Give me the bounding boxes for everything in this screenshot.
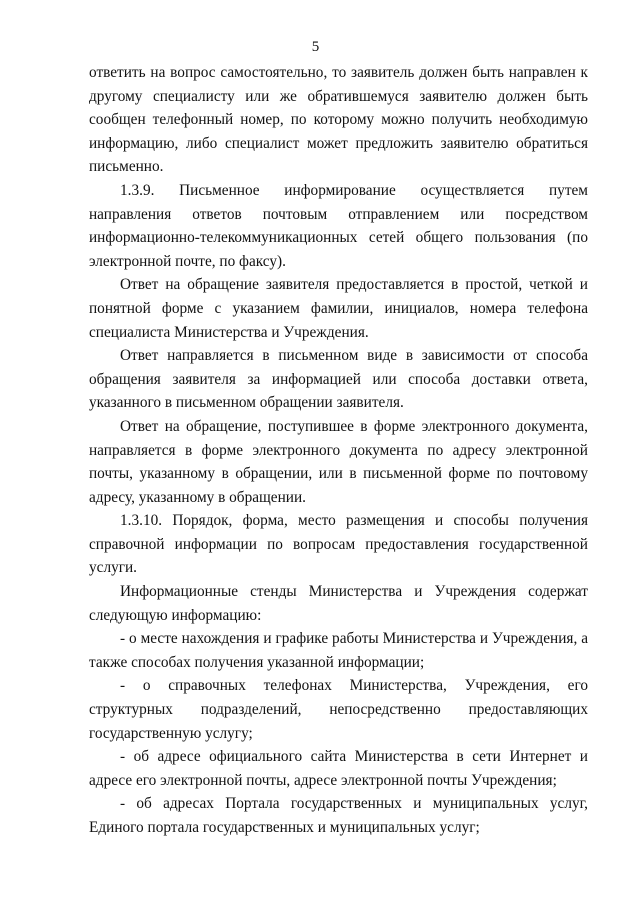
list-item-4: - об адресах Портала государственных и муниципальных услуг, Единого портала государственных и муниципальных услуг; [89, 795, 588, 836]
list-item-3: - об адресе официального сайта Министерства в сети Интернет и адресе его электронной почты, адресе электронной почты Учреждения; [89, 748, 588, 789]
page-number: 5 [311, 39, 320, 55]
paragraph-7: Информационные стенды Министерства и Учреждения содержат следующую информацию: [89, 583, 588, 624]
list-item-2: - о справочных телефонах Министерства, Учреждения, его структурных подразделений, непосредственно предоставляющих государственную услугу; [89, 677, 588, 742]
paragraph-3: Ответ на обращение заявителя предоставляется в простой, четкой и понятной форме с указанием фамилии, инициалов, номера телефона специалиста Министерства и Учреждения. [89, 276, 588, 341]
paragraph-1: ответить на вопрос самостоятельно, то заявитель должен быть направлен к другому специалисту или же обратившемуся заявителю должен быть сообщен телефонный номер, по которому можно получить необходимую информацию, либо специалист может предложить заявителю обратиться письменно. [89, 64, 588, 176]
paragraph-4: Ответ направляется в письменном виде в зависимости от способа обращения заявителя за информацией или способа доставки ответа, указанного в письменном обращении заявителя. [89, 347, 588, 412]
paragraph-5: Ответ на обращение, поступившее в форме электронного документа, направляется в форме электронного документа по адресу электронной почты, указанному в обращении, или в письменной форме по почтовому адресу, указанному в обращении. [89, 417, 588, 506]
paragraph-6: 1.3.10. Порядок, форма, место размещения и способы получения справочной информации по вопросам предоставления государственной услуги. [89, 512, 588, 577]
document-body [89, 61, 588, 840]
paragraph-2: 1.3.9. Письменное информирование осуществляется путем направления ответов почтовым отправлением или посредством информационно-телекоммуникационных сетей общего пользования (по электронной почте, по факсу). [89, 181, 588, 270]
list-item-1: - о месте нахождения и графике работы Министерства и Учреждения, а также способах получения указанной информации; [89, 630, 588, 671]
